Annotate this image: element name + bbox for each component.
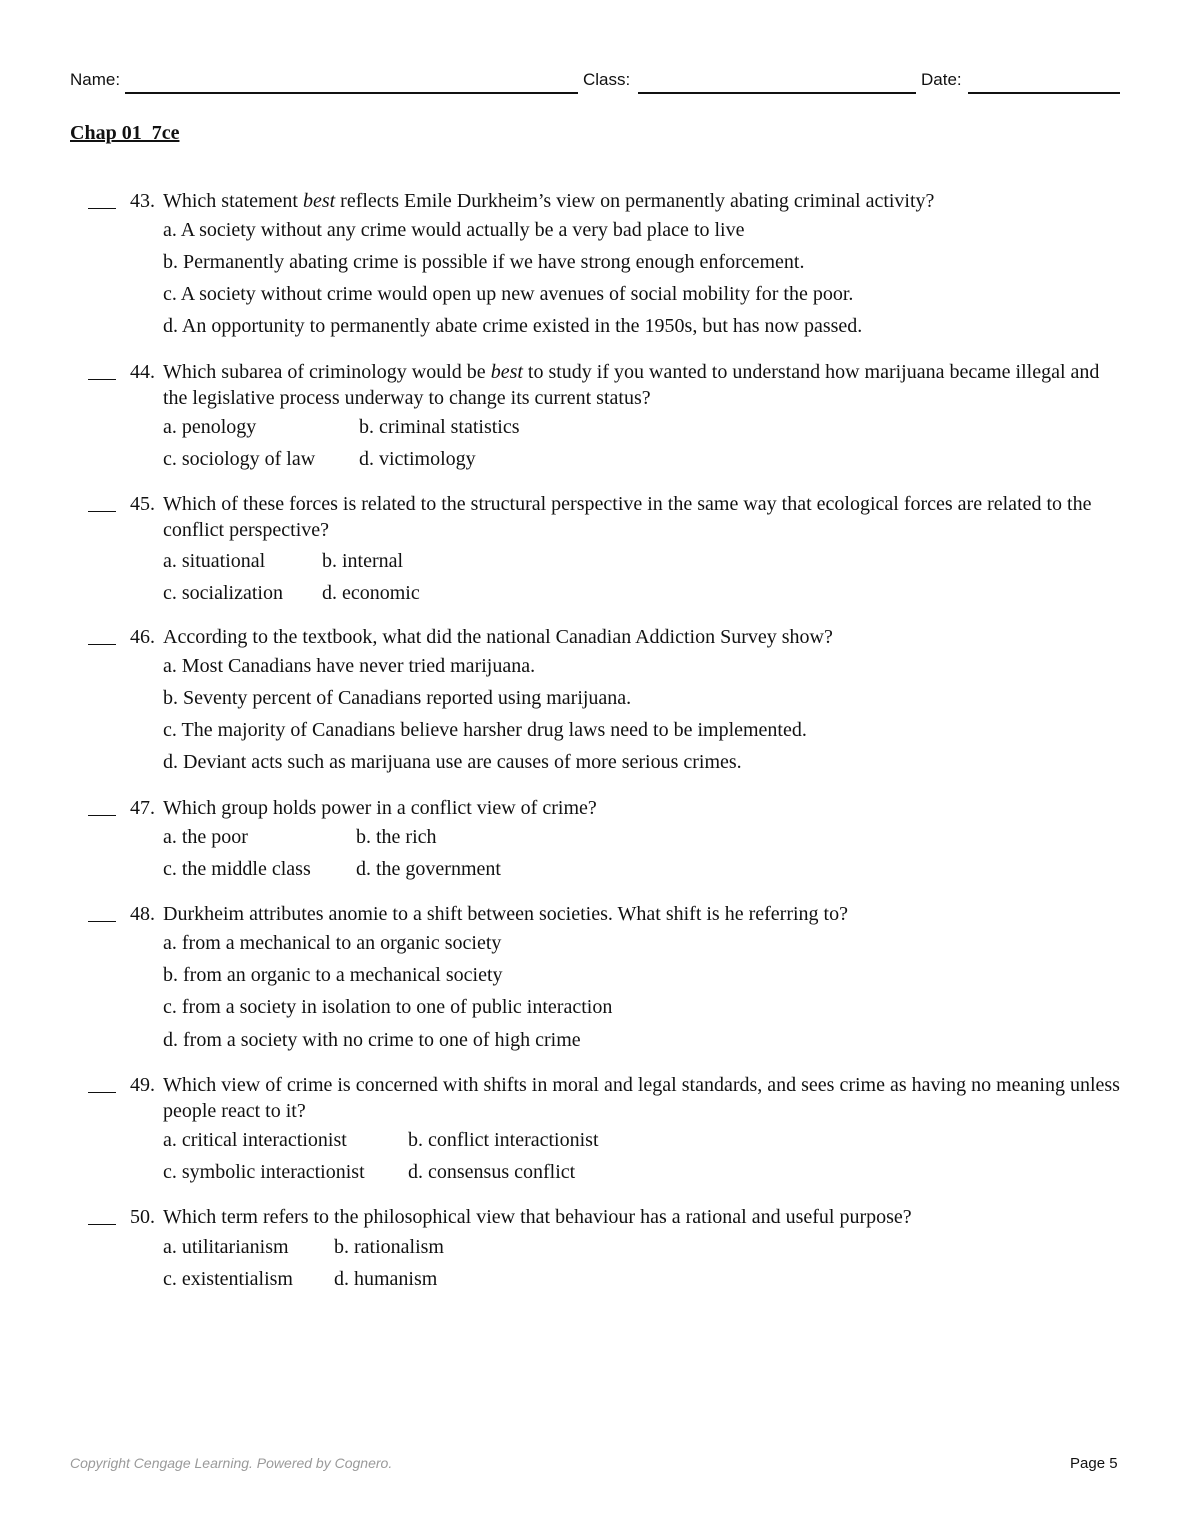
option-d: d. the government — [356, 858, 501, 880]
answer-blank[interactable] — [88, 379, 116, 380]
stem-text: reflects Emile Durkheim’s view on permanently abating criminal activity? — [335, 190, 935, 212]
name-label: Name: — [70, 70, 121, 89]
option-d: d. economic — [322, 582, 420, 604]
option-c: c. the middle class — [163, 858, 311, 880]
option-c: c. existentialism — [163, 1268, 293, 1290]
option-c: c. symbolic interactionist — [163, 1161, 365, 1183]
option-b: b. the rich — [356, 826, 437, 848]
answer-blank[interactable] — [88, 1092, 116, 1093]
stem-text: Which group holds power in a conflict view of crime? — [163, 797, 597, 819]
question-number: 43. — [130, 190, 155, 212]
option-a: a. from a mechanical to an organic society — [163, 932, 502, 954]
option-c: c. from a society in isolation to one of public interaction — [163, 996, 613, 1018]
option-a: a. Most Canadians have never tried marijuana. — [163, 655, 536, 677]
option-a: a. utilitarianism — [163, 1236, 289, 1258]
stem-text: Which of these forces is related to the structural perspective in the same way that ecological forces are related to the conflict perspective? — [163, 493, 1092, 541]
option-d: d. humanism — [334, 1268, 438, 1290]
answer-blank[interactable] — [88, 511, 116, 512]
stem-emphasis: best — [302, 190, 336, 212]
question-number: 50. — [130, 1206, 155, 1228]
stem-text: Which term refers to the philosophical view that behaviour has a rational and useful purpose? — [163, 1206, 912, 1228]
student-info-header — [70, 70, 1120, 96]
class-label: Class: — [583, 70, 631, 89]
option-b: b. Permanently abating crime is possible if we have strong enough enforcement. — [163, 251, 805, 273]
answer-blank[interactable] — [88, 644, 116, 645]
question-stem — [130, 1072, 1125, 1124]
option-c: c. The majority of Canadians believe harsher drug laws need to be implemented. — [163, 719, 807, 741]
stem-emphasis: best — [490, 361, 523, 383]
question-stem — [130, 795, 1125, 821]
option-c: c. socialization — [163, 582, 283, 604]
option-b: b. Seventy percent of Canadians reported using marijuana. — [163, 687, 632, 709]
stem-text: to study if you wanted to understand how marijuana became illegal and the legislative process underway to change its current status? — [163, 361, 1100, 409]
question-stem — [130, 188, 1125, 214]
answer-blank[interactable] — [88, 815, 116, 816]
answer-blank[interactable] — [88, 208, 116, 209]
question-number: 46. — [130, 626, 155, 648]
option-c: c. sociology of law — [163, 448, 316, 470]
question-stem — [130, 359, 1125, 411]
date-label: Date: — [921, 70, 962, 89]
stem-text: Which subarea of criminology would be — [163, 361, 491, 383]
option-d: d. Deviant acts such as marijuana use are causes of more serious crimes. — [163, 751, 742, 773]
answer-blank[interactable] — [88, 921, 116, 922]
option-b: b. conflict interactionist — [408, 1129, 599, 1151]
option-a: a. critical interactionist — [163, 1129, 347, 1151]
stem-text: Durkheim attributes anomie to a shift between societies. What shift is he referring to? — [163, 903, 848, 925]
option-b: b. from an organic to a mechanical society — [163, 964, 503, 986]
question-stem — [130, 901, 1125, 927]
question-stem — [130, 624, 1125, 650]
option-d: d. from a society with no crime to one of high crime — [163, 1029, 581, 1051]
question-number: 49. — [130, 1074, 155, 1096]
stem-text: Which view of crime is concerned with shifts in moral and legal standards, and sees crime as having no meaning unless people react to it? — [163, 1074, 1120, 1122]
stem-text: Which statement — [163, 190, 303, 212]
answer-blank[interactable] — [88, 1224, 116, 1225]
option-c: c. A society without crime would open up new avenues of social mobility for the poor. — [163, 283, 854, 305]
name-field[interactable] — [125, 92, 578, 94]
copyright-footer: Copyright Cengage Learning. Powered by Cognero. — [70, 1455, 393, 1471]
class-field[interactable] — [638, 92, 916, 94]
option-a: a. A society without any crime would actually be a very bad place to live — [163, 219, 745, 241]
date-field[interactable] — [968, 92, 1120, 94]
question-number: 48. — [130, 903, 155, 925]
option-a: a. the poor — [163, 826, 248, 848]
option-b: b. internal — [322, 550, 404, 572]
chapter-title: Chap 01_7ce — [70, 122, 180, 144]
option-a: a. situational — [163, 550, 266, 572]
option-a: a. penology — [163, 416, 257, 438]
question-number: 45. — [130, 493, 155, 515]
option-b: b. rationalism — [334, 1236, 444, 1258]
question-stem — [130, 1204, 1125, 1230]
option-d: d. consensus conflict — [408, 1161, 576, 1183]
option-d: d. victimology — [359, 448, 476, 470]
option-b: b. criminal statistics — [359, 416, 520, 438]
question-number: 47. — [130, 797, 155, 819]
stem-text: According to the textbook, what did the national Canadian Addiction Survey show? — [163, 626, 833, 648]
question-stem — [130, 491, 1125, 543]
page-number: Page 5 — [1070, 1455, 1118, 1472]
option-d: d. An opportunity to permanently abate crime existed in the 1950s, but has now passed. — [163, 315, 863, 337]
question-number: 44. — [130, 361, 155, 383]
